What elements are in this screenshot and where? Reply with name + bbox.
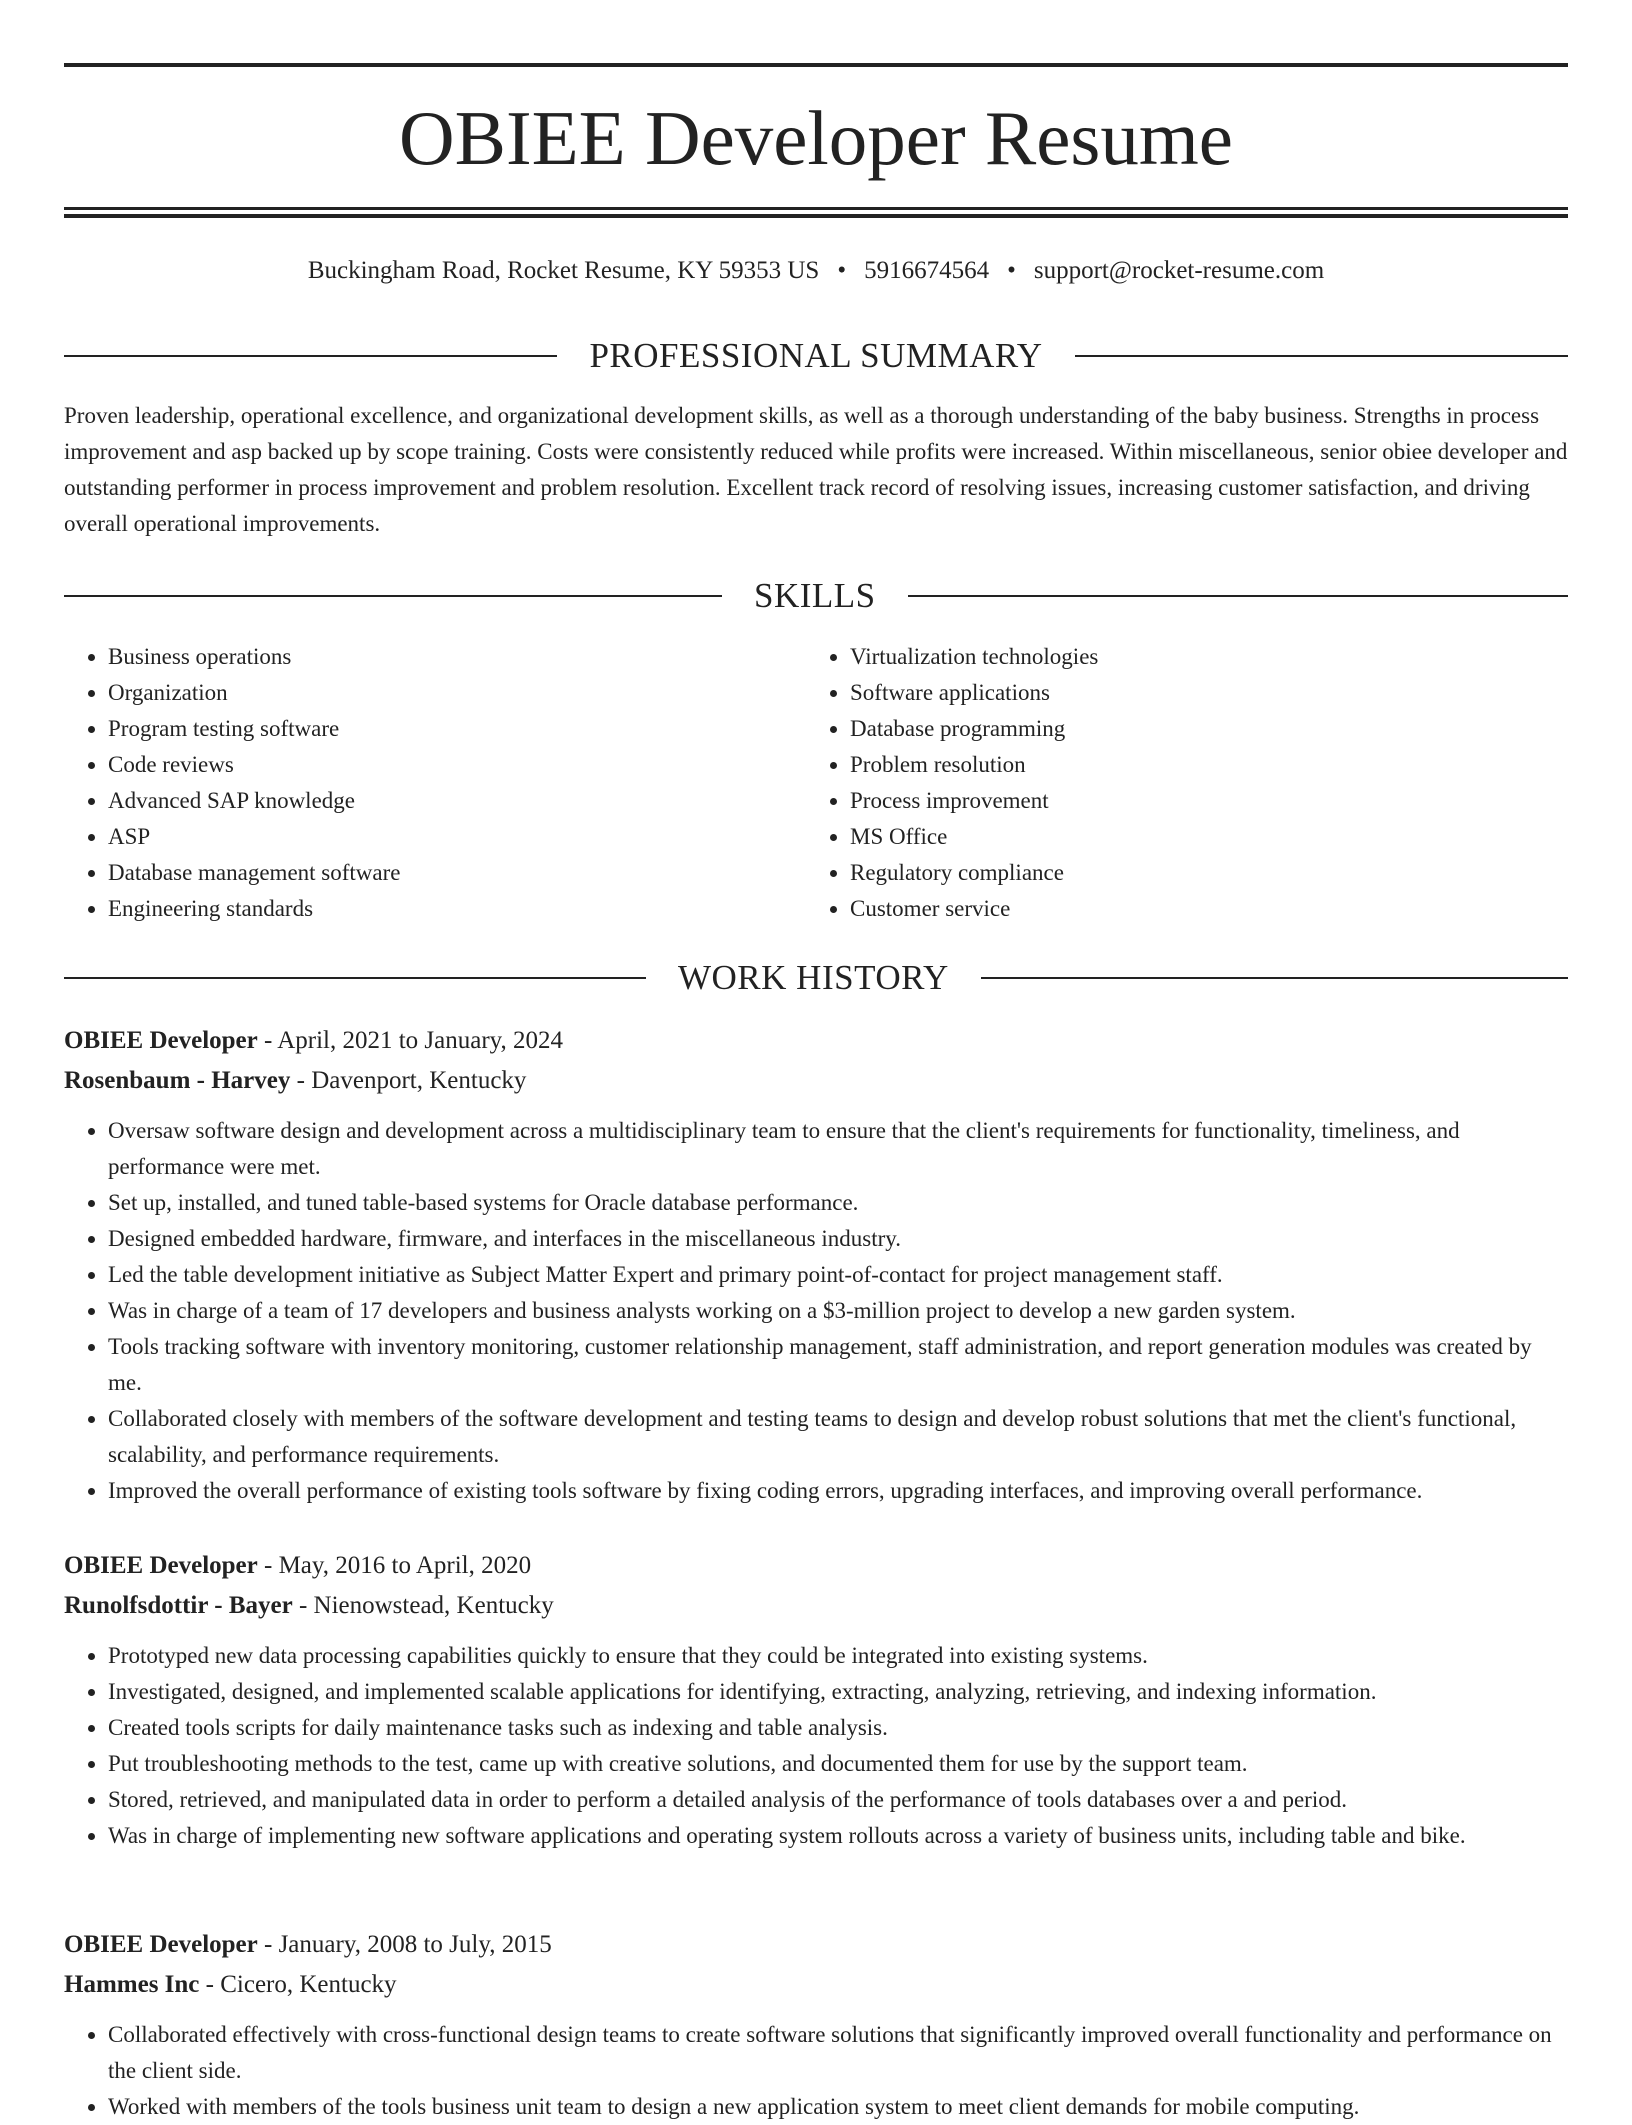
skill-item: • Regulatory compliance bbox=[850, 855, 1548, 891]
skill-item: • MS Office bbox=[850, 819, 1548, 855]
job-title-line bbox=[64, 1021, 1568, 1061]
job-bullet: • Oversaw software design and development across a multidisciplinary team to ensure that the client's requirements for functionality, timeliness, and performance were met. bbox=[108, 1113, 1568, 1185]
job-company-line bbox=[64, 1965, 1568, 2005]
job-company: Rosenbaum - Harvey bbox=[64, 1067, 291, 1094]
job-company-line bbox=[64, 1061, 1568, 1101]
job-dates: - April, 2021 to January, 2024 bbox=[264, 1027, 564, 1054]
skill-item: • Organization bbox=[108, 675, 806, 711]
job-bullet: • Improved the overall performance of existing tools software by fixing coding errors, upgrading interfaces, and improving overall performance. bbox=[108, 1473, 1568, 1509]
job-location: - Nienowstead, Kentucky bbox=[298, 1592, 554, 1619]
job-bullet: • Was in charge of implementing new software applications and operating system rollouts across a variety of business units, including table and bike. bbox=[108, 1818, 1568, 1854]
job-bullet: • Collaborated effectively with cross-functional design teams to create software solutions that significantly improved overall functionality and performance on the client side. bbox=[108, 2017, 1568, 2089]
skill-item: • Database management software bbox=[108, 855, 806, 891]
skill-item: • Software applications bbox=[850, 675, 1548, 711]
job-bullet: • Prototyped new data processing capabilities quickly to ensure that they could be integrated into existing systems. bbox=[108, 1638, 1568, 1674]
job-location: - Cicero, Kentucky bbox=[205, 1971, 397, 1998]
skill-item: • Business operations bbox=[108, 639, 806, 675]
skill-item: • Process improvement bbox=[850, 783, 1548, 819]
job-title: OBIEE Developer bbox=[64, 1931, 258, 1958]
contact-email: support@rocket-resume.com bbox=[1033, 257, 1325, 284]
section-title-work: WORK HISTORY bbox=[678, 958, 949, 997]
job-entry bbox=[64, 1021, 1568, 1509]
job-entry bbox=[64, 1546, 1568, 1854]
contact-separator: • bbox=[837, 257, 847, 284]
job-company: Runolfsdottir - Bayer bbox=[64, 1592, 293, 1619]
skill-item: • Virtualization technologies bbox=[850, 639, 1548, 675]
skill-item: • Code reviews bbox=[108, 747, 806, 783]
contact-phone: 5916674564 bbox=[864, 257, 990, 284]
heading-rule bbox=[64, 595, 722, 597]
section-heading-work bbox=[64, 956, 1568, 1000]
job-bullet: • Stored, retrieved, and manipulated data in order to perform a detailed analysis of the performance of tools databases over a and period. bbox=[108, 1782, 1568, 1818]
contact-separator: • bbox=[1007, 257, 1016, 284]
job-title-line bbox=[64, 1925, 1568, 1965]
top-rule bbox=[64, 63, 1568, 67]
job-title: OBIEE Developer bbox=[64, 1552, 258, 1579]
job-entry bbox=[64, 1925, 1568, 2125]
skill-item: • Problem resolution bbox=[850, 747, 1548, 783]
title-rule-upper bbox=[64, 207, 1568, 210]
job-bullets bbox=[64, 2017, 1568, 2125]
summary-text: Proven leadership, operational excellence, and organizational development skills, as well as a thorough understanding of the baby business. Strengths in process improvement and asp backed up by scope training. Costs were consistently reduced while profits were increased. Within miscellaneous, senior obiee developer and outstanding performer in process improvement and problem resolution. Excellent track record of resolving issues, increasing customer satisfaction, and driving overall operational improvements. bbox=[64, 403, 1568, 536]
skill-item: • Database programming bbox=[850, 711, 1548, 747]
job-bullet: • Collaborated closely with members of the software development and testing teams to design and develop robust solutions that met the client's functional, scalability, and performance requirements. bbox=[108, 1401, 1568, 1473]
skill-item: • Advanced SAP knowledge bbox=[108, 783, 806, 819]
job-bullet: • Designed embedded hardware, firmware, and interfaces in the miscellaneous industry. bbox=[108, 1221, 1568, 1257]
job-bullet: • Set up, installed, and tuned table-based systems for Oracle database performance. bbox=[108, 1185, 1568, 1221]
section-heading-summary bbox=[64, 334, 1568, 378]
job-title: OBIEE Developer bbox=[64, 1027, 258, 1054]
section-title-summary: PROFESSIONAL SUMMARY bbox=[589, 336, 1043, 375]
job-bullet: • Created tools scripts for daily maintenance tasks such as indexing and table analysis. bbox=[108, 1710, 1568, 1746]
skill-item: • Program testing software bbox=[108, 711, 806, 747]
skill-item: • ASP bbox=[108, 819, 806, 855]
job-company-line bbox=[64, 1586, 1568, 1626]
heading-rule bbox=[1075, 355, 1568, 357]
title-rule-lower bbox=[64, 214, 1568, 218]
job-bullet: • Tools tracking software with inventory monitoring, customer relationship management, staff administration, and report generation modules was created by me. bbox=[108, 1329, 1568, 1401]
job-title-line bbox=[64, 1546, 1568, 1586]
job-bullet: • Put troubleshooting methods to the test, came up with creative solutions, and documented them for use by the support team. bbox=[108, 1746, 1568, 1782]
contact-address: Buckingham Road, Rocket Resume, KY 59353 US bbox=[307, 257, 820, 284]
heading-rule bbox=[908, 595, 1568, 597]
heading-rule bbox=[64, 355, 557, 357]
heading-rule bbox=[64, 977, 646, 979]
job-bullet: • Led the table development initiative as Subject Matter Expert and primary point-of-contact for project management staff. bbox=[108, 1257, 1568, 1293]
skills-list bbox=[64, 639, 1568, 927]
job-dates: - January, 2008 to July, 2015 bbox=[264, 1931, 552, 1958]
skill-item: • Engineering standards bbox=[108, 891, 806, 927]
job-bullet: • Investigated, designed, and implemented scalable applications for identifying, extracting, analyzing, retrieving, and indexing information. bbox=[108, 1674, 1568, 1710]
skill-item: • Customer service bbox=[850, 891, 1548, 927]
job-bullets bbox=[64, 1113, 1568, 1509]
contact-line bbox=[64, 254, 1568, 288]
resume-title: OBIEE Developer Resume bbox=[399, 95, 1233, 181]
job-bullet: • Worked with members of the tools business unit team to design a new application system to meet client demands for mobile computing. bbox=[108, 2089, 1568, 2125]
skills-column-right bbox=[806, 639, 1548, 927]
skills-column-left bbox=[64, 639, 806, 927]
job-bullets bbox=[64, 1638, 1568, 1854]
job-bullet: • Was in charge of a team of 17 developers and business analysts working on a $3-million project to develop a new garden system. bbox=[108, 1293, 1568, 1329]
job-location: - Davenport, Kentucky bbox=[296, 1067, 527, 1094]
job-company: Hammes Inc bbox=[64, 1971, 200, 1998]
section-heading-skills bbox=[64, 574, 1568, 618]
section-title-skills: SKILLS bbox=[754, 576, 876, 615]
heading-rule bbox=[981, 977, 1568, 979]
job-dates: - May, 2016 to April, 2020 bbox=[264, 1552, 532, 1579]
